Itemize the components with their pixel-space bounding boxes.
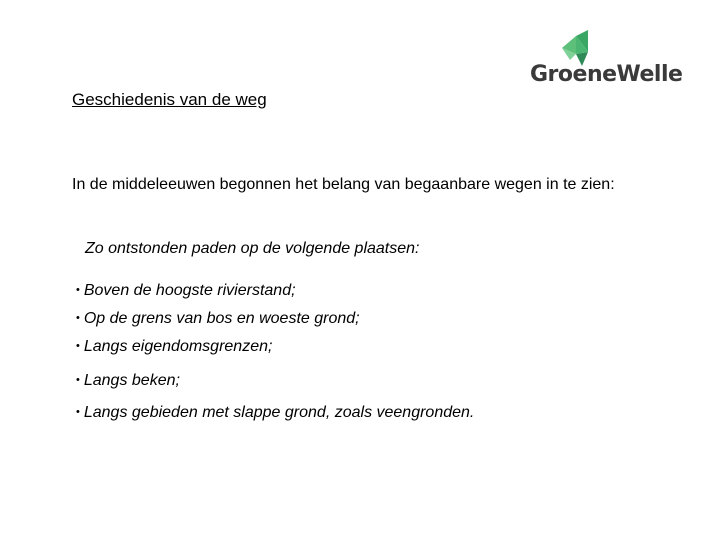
groenewelle-logo	[528, 28, 688, 92]
subheading-text: Zo ontstonden paden op de volgende plaatsen:	[85, 240, 420, 257]
list-item	[76, 282, 296, 300]
bullet-dot: •	[76, 340, 80, 352]
slide-title: Geschiedenis van de weg	[72, 90, 267, 109]
list-item	[76, 338, 272, 356]
bullet-dot: •	[76, 406, 80, 418]
list-item-text: Langs gebieden met slappe grond, zoals veengronden.	[83, 404, 475, 421]
list-item	[76, 372, 180, 390]
list-item-text: Langs eigendomsgrenzen;	[83, 338, 273, 355]
intro-text: In de middeleeuwen begonnen het belang van begaanbare wegen in te zien:	[72, 176, 615, 193]
bullet-dot: •	[76, 312, 80, 324]
list-item-text: Op de grens van bos en woeste grond;	[83, 310, 360, 327]
bullet-dot: •	[76, 284, 80, 296]
list-item	[76, 404, 474, 422]
list-item-text: Boven de hoogste rivierstand;	[83, 282, 296, 299]
logo-wordmark: GroeneWelle	[530, 62, 683, 87]
list-item-text: Langs beken;	[83, 372, 180, 389]
list-item	[76, 310, 360, 328]
bullet-dot: •	[76, 374, 80, 386]
